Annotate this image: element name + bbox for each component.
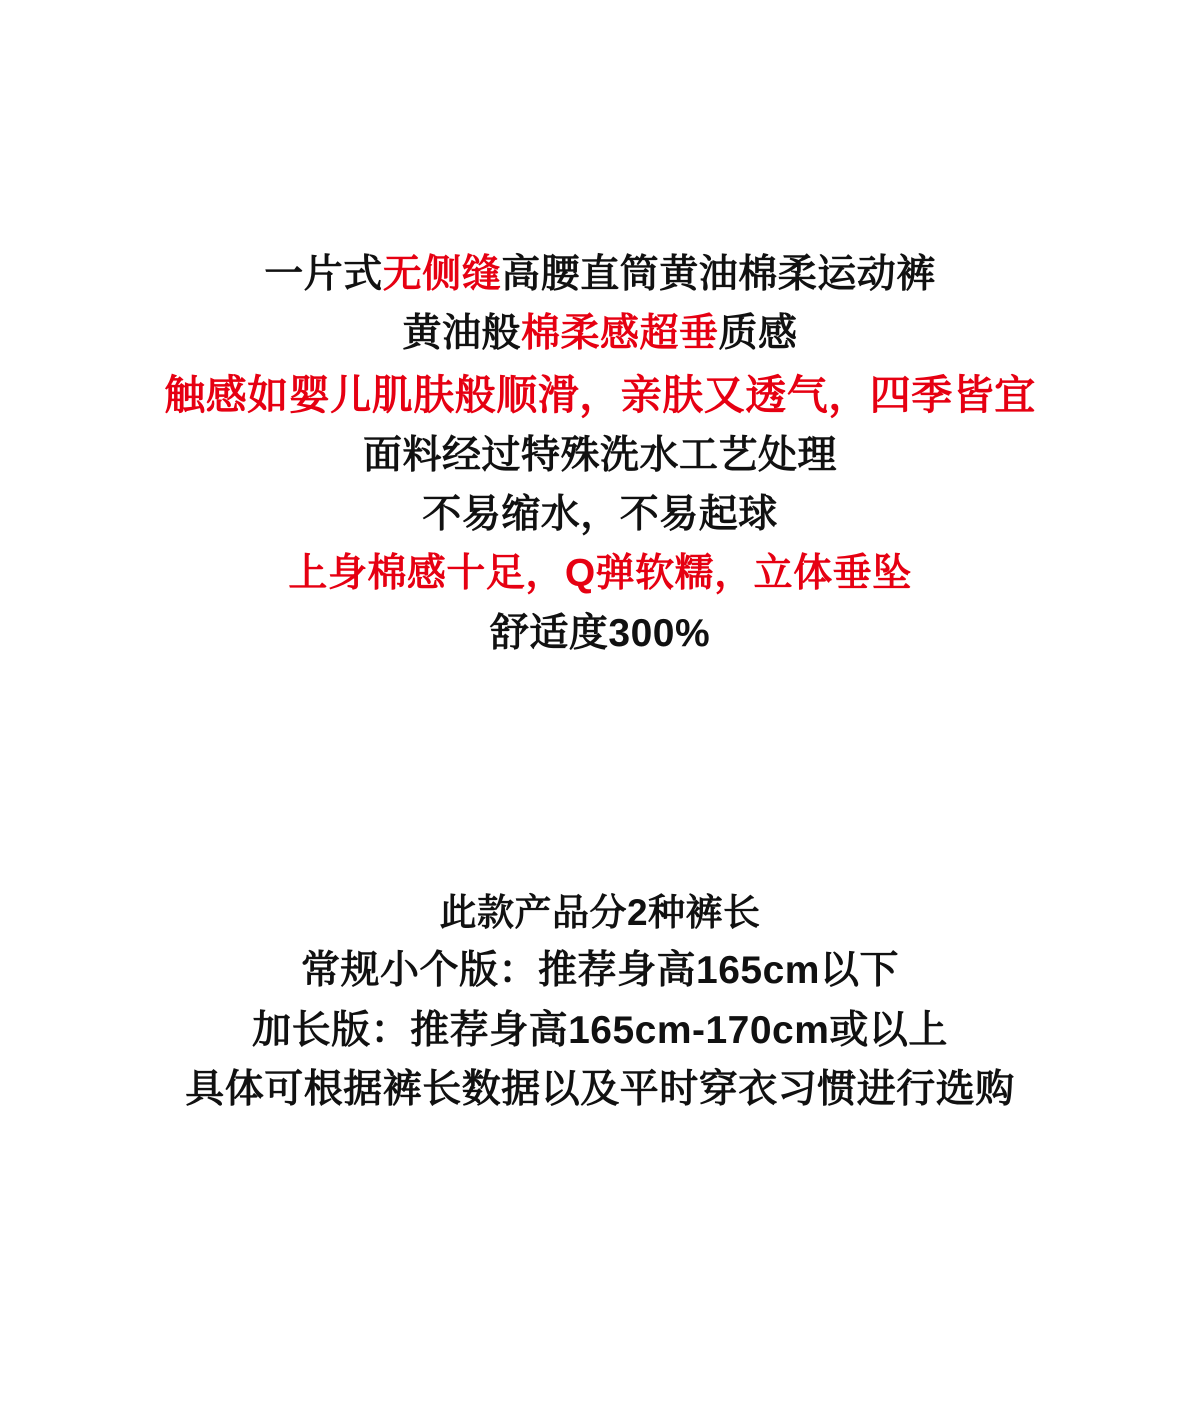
text-line-shrink bbox=[0, 485, 1200, 544]
text-segment: 此款产品分2种裤长 bbox=[439, 892, 761, 933]
text-line-touch bbox=[0, 364, 1200, 426]
text-segment: 一片式 bbox=[264, 253, 383, 296]
text-line-extended-length bbox=[0, 1001, 1200, 1060]
text-segment: 不易缩水，不易起球 bbox=[422, 493, 778, 537]
text-segment-highlight: 棉柔感超垂 bbox=[520, 312, 719, 356]
text-segment: 黄油般 bbox=[402, 312, 521, 356]
text-segment: 高腰直筒黄油棉柔运动裤 bbox=[501, 253, 936, 296]
text-segment: 加长版：推荐身高165cm-170cm或以上 bbox=[252, 1008, 948, 1052]
text-line-regular-length bbox=[0, 941, 1200, 1000]
product-description-block bbox=[0, 245, 1200, 663]
text-segment: 质感 bbox=[718, 312, 798, 356]
text-line-feel bbox=[0, 304, 1200, 363]
text-line-wear bbox=[0, 544, 1200, 603]
text-line-title bbox=[0, 245, 1200, 304]
sizing-guide-block bbox=[0, 885, 1200, 1119]
text-line-fabric bbox=[0, 426, 1200, 485]
text-segment-highlight: 触感如婴儿肌肤般顺滑，亲肤又透气，四季皆宜 bbox=[164, 371, 1036, 418]
text-segment: 常规小个版：推荐身高165cm以下 bbox=[301, 949, 899, 993]
text-segment-highlight: 无侧缝 bbox=[382, 253, 502, 296]
text-line-variants bbox=[0, 885, 1200, 941]
text-segment-highlight: 上身棉感十足，Q弹软糯，立体垂坠 bbox=[288, 552, 912, 596]
text-line-purchase-advice bbox=[0, 1060, 1200, 1119]
text-line-comfort bbox=[0, 604, 1200, 663]
text-segment: 面料经过特殊洗水工艺处理 bbox=[362, 433, 837, 477]
text-segment: 具体可根据裤长数据以及平时穿衣习惯进行选购 bbox=[185, 1067, 1015, 1111]
text-segment: 舒适度300% bbox=[489, 611, 711, 655]
